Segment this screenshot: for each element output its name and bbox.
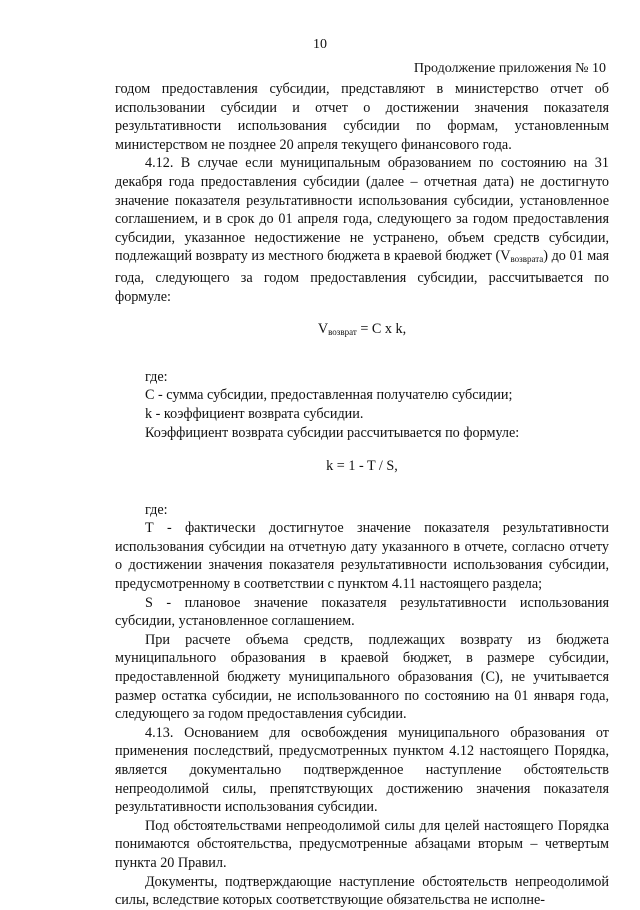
document-body — [115, 80, 609, 910]
definition-t: Т - фактически достигнутое значение показателя результативности использования субсидии на отчетную дату указанного в отчете, согласно отчету о достижении значения показателя результативности использования субсидии, предусмотренному в соответствии с пунктом 4.11 настоящего раздела; — [115, 520, 609, 593]
formula-v-return — [115, 320, 609, 342]
formula-v-rhs: = C x k, — [356, 321, 407, 338]
formula-v-symbol: V — [317, 321, 329, 338]
definition-c: С - сумма субсидии, предоставленная получателю субсидии; — [145, 387, 513, 404]
paragraph-calculation: При расчете объема средств, подлежащих возврату из бюджета муниципального образования в краевой бюджет, в размере субсидии, предоставленной бюджету муниципального образования (С), не учитывается размер остатка субсидии, не использованного по состоянию на 01 января года, следующего за годом предоставления субсидии. — [115, 631, 609, 723]
paragraph-force-majeure: Под обстоятельствами непреодолимой силы для целей настоящего Порядка понимаются обстоятельства, предусмотренные абзацами вторым – четвертым пункта 20 Правил. — [115, 817, 609, 871]
where-label-1: где: — [145, 368, 168, 385]
formula-v-subscript: возврат — [328, 327, 357, 338]
paragraph-4-13: 4.13. Основанием для освобождения муниципального образования от применения последствий, предусмотренных пунктом 4.12 настоящего Порядка, является документально подтвержденное наступление обстоятельств непреодолимой силы, препятствующих достижению значения показателя результативности использования субсидии. — [115, 724, 609, 816]
where-label-2: где: — [145, 501, 168, 518]
k-formula-intro: Коэффициент возврата субсидии рассчитывается по формуле: — [145, 424, 520, 441]
definition-s: S - плановое значение показателя результативности использования субсидии, установленное соглашением. — [115, 594, 609, 630]
paragraph-4-12 — [115, 154, 609, 306]
v-return-subscript: возврата — [510, 254, 544, 265]
paragraph-4-12-text: 4.12. В случае если муниципальным образованием по состоянию на 31 декабря года предоставления субсидии (далее – отчетная дата) не достигнуто значение показателя результативности использования субсидии, установленное соглашением, и в срок до 01 апреля года, следующего за годом предоставления субсидии, указанное недостижение не устранено, объем средств субсидии, подлежащий возврату из местного бюджета в краевой бюджет (V — [115, 155, 609, 265]
paragraph-4-12-text-end: ) до 01 мая года, следующего за годом предоставления субсидии, рассчитывается по формуле: — [115, 248, 609, 305]
page-number: 10 — [313, 37, 327, 52]
formula-k: k = 1 - T / S, — [326, 458, 398, 475]
paragraph-report-deadline: годом предоставления субсидии, представляют в министерство отчет об использовании субсидии и отчет о достижении значения показателя результативности использования субсидии по формам, установленным министерством не позднее 20 апреля текущего финансового года. — [115, 81, 609, 153]
paragraph-documents: Документы, подтверждающие наступление обстоятельств непреодолимой силы, вследствие которых соответствующие обязательства не исполне- — [115, 873, 609, 909]
definition-k: k - коэффициент возврата субсидии. — [145, 405, 364, 422]
annex-continuation-note: Продолжение приложения № 10 — [413, 61, 606, 76]
